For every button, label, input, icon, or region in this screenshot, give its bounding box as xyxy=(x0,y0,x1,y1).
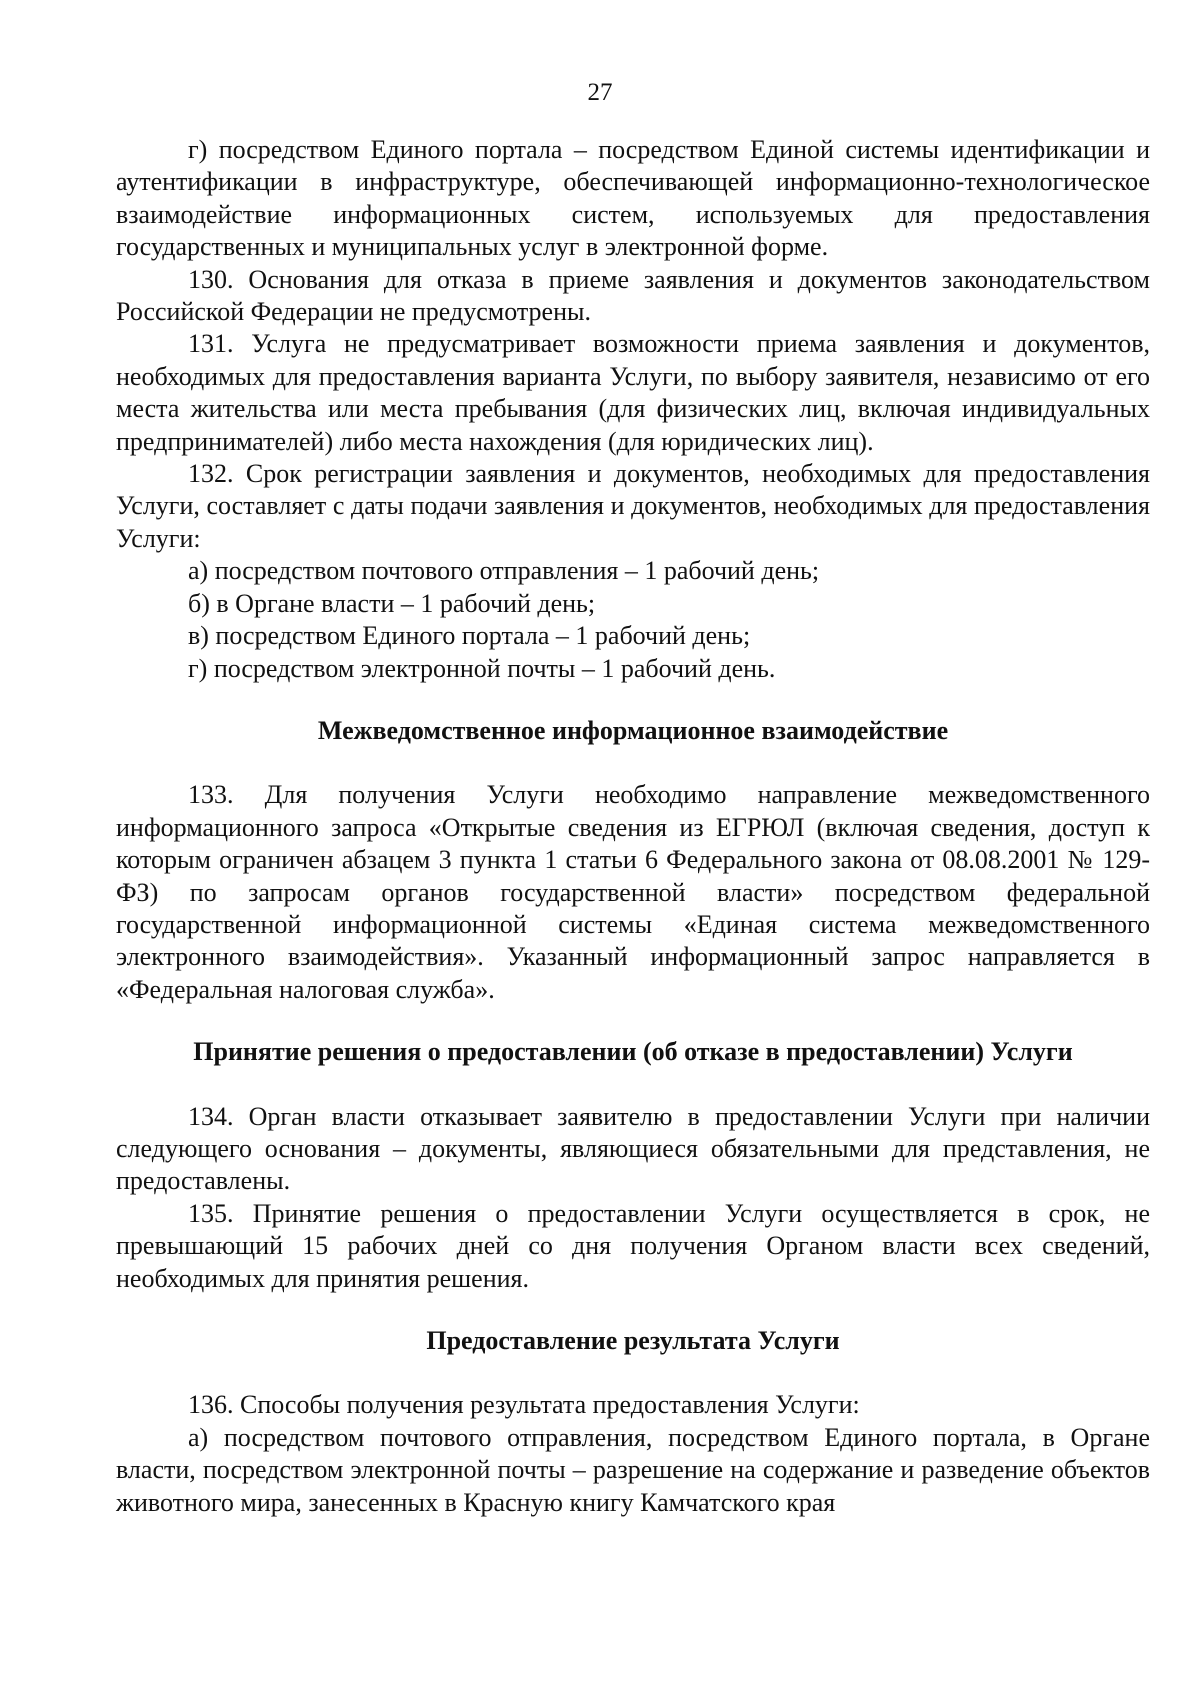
list-item-132-v: в) посредством Единого портала – 1 рабочий день; xyxy=(188,621,751,651)
paragraph-132: 132. Срок регистрации заявления и документов, необходимых для предоставления Услуги, составляет с даты подачи заявления и документов, необходимых для предоставления Услуги: xyxy=(116,459,1150,553)
list-item-132-a: а) посредством почтового отправления – 1 рабочий день; xyxy=(188,556,820,586)
list-item-132-b: б) в Органе власти – 1 рабочий день; xyxy=(188,588,596,618)
list-item-136-a: а) посредством почтового отправления, посредством Единого портала, в Органе власти, посредством электронной почты – разрешение на содержание и разведение объектов животного мира, занесенных в Красную книгу Камчатского края xyxy=(116,1422,1150,1517)
paragraph-131: 131. Услуга не предусматривает возможности приема заявления и документов, необходимых для предоставления варианта Услуги, по выбору заявителя, независимо от его места жительства или места пребывания (для физических лиц, включая индивидуальных предпринимателей) либо места нахождения (для юридических лиц). xyxy=(116,329,1150,456)
paragraph-135: 135. Принятие решения о предоставлении Услуги осуществляется в срок, не превышающий 15 рабочих дней со дня получения Органом власти всех сведений, необходимых для принятия решения. xyxy=(116,1198,1150,1293)
section-heading-result: Предоставление результата Услуги xyxy=(426,1326,840,1355)
list-item-132-g: г) посредством электронной почты – 1 рабочий день. xyxy=(188,653,776,683)
paragraph-129-g: г) посредством Единого портала – посредством Единой системы идентификации и аутентификации в инфраструктуре, обеспечивающей информационно-технологическое взаимодействие информационных систем, используемых для предоставления государственных и муниципальных услуг в электронной форме. xyxy=(116,135,1150,262)
page-number: 27 xyxy=(587,79,613,106)
paragraph-130: 130. Основания для отказа в приеме заявления и документов законодательством Российской Федерации не предусмотрены. xyxy=(116,264,1150,327)
paragraph-136: 136. Способы получения результата предоставления Услуги: xyxy=(188,1390,860,1420)
paragraph-134: 134. Орган власти отказывает заявителю в предоставлении Услуги при наличии следующего основания – документы, являющиеся обязательными для представления, не предоставлены. xyxy=(116,1101,1150,1196)
document-body xyxy=(116,134,1150,1519)
section-heading-decision: Принятие решения о предоставлении (об отказе в предоставлении) Услуги xyxy=(193,1037,1073,1067)
paragraph-133: 133. Для получения Услуги необходимо направление межведомственного информационного запроса «Открытые сведения из ЕГРЮЛ (включая сведения, доступ к которым ограничен абзацем 3 пункта 1 статьи 6 Федерального закона от 08.08.2001 № 129-ФЗ) по запросам органов государственной власти» посредством федеральной государственной информационной системы «Единая система межведомственного электронного взаимодействия». Указанный информационный запрос направляется в «Федеральная налоговая служба». xyxy=(116,780,1150,1004)
section-heading-interagency: Межведомственное информационное взаимодействие xyxy=(317,715,949,745)
